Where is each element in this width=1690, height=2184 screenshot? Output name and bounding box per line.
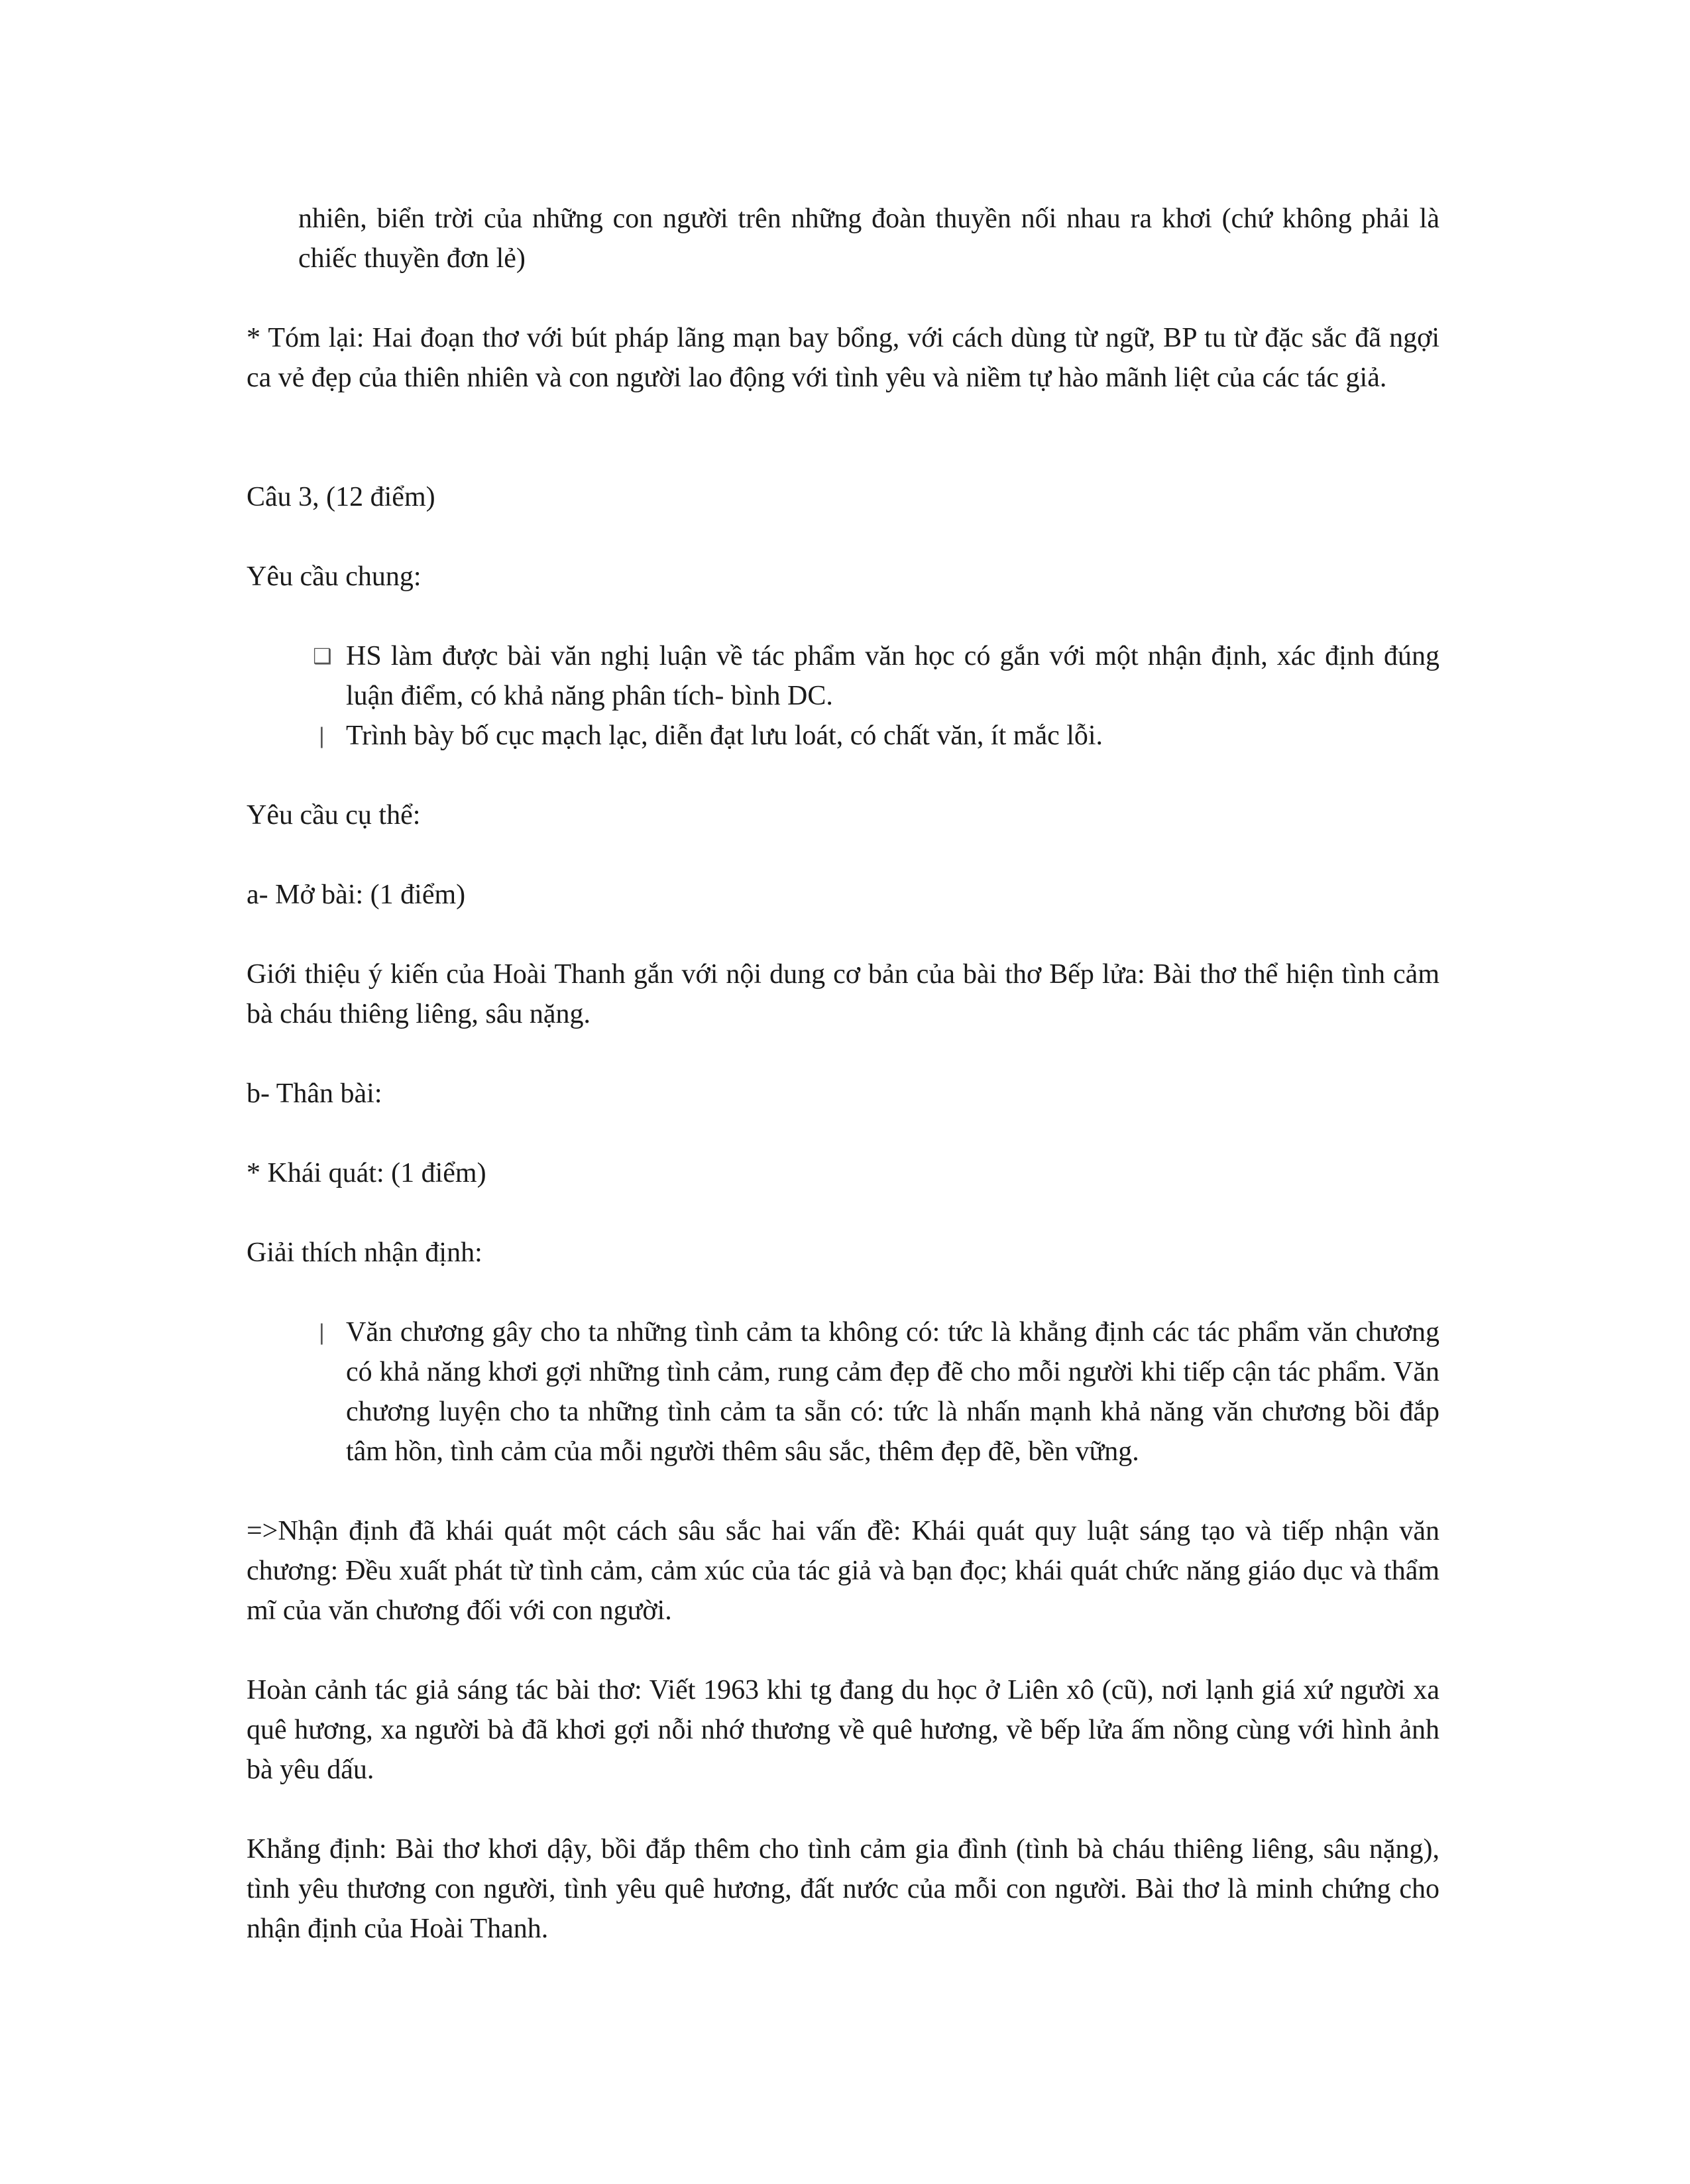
bullet-text: HS làm được bài văn nghị luận về tác phẩm văn học có gắn với một nhận định, xác định đúng luận điểm, có khả năng phân tích- bình DC.	[346, 641, 1439, 711]
paragraph-context: Hoàn cảnh tác giả sáng tác bài thơ: Viết 1963 khi tg đang du học ở Liên xô (cũ), nơi lạnh giá xứ người xa quê hương, xa người bà đã khơi gợi nỗi nhớ thương về quê hương, về bếp lửa ấm nồng cùng với hình ảnh bà yêu dấu.	[247, 1675, 1439, 1785]
paragraph-summary: * Tóm lại: Hai đoạn thơ với bút pháp lãng mạn bay bổng, với cách dùng từ ngữ, BP tu từ đặc sắc đã ngợi ca vẻ đẹp của thiên nhiên và con người lao động với tình yêu và niềm tự hào mãnh liệt của các tác giả.	[247, 323, 1439, 393]
bar-bullet-icon: ❘	[313, 1320, 331, 1345]
paragraph-conclusion-arrow: =>Nhận định đã khái quát một cách sâu sắc hai vấn đề: Khái quát quy luật sáng tạo và tiếp nhận văn chương: Đều xuất phát từ tình cảm, cảm xúc của tác giả và bạn đọc; khái quát chức năng giáo dục và thẩm mĩ của văn chương đối với con người.	[247, 1516, 1439, 1626]
intro-heading: a- Mở bài: (1 điểm)	[247, 880, 466, 910]
paragraph-intro: Giới thiệu ý kiến của Hoài Thanh gắn với nội dung cơ bản của bài thơ Bếp lửa: Bài thơ thể hiện tình cảm bà cháu thiêng liêng, sâu nặng.	[247, 959, 1439, 1029]
bullet-text: Trình bày bố cục mạch lạc, diễn đạt lưu loát, có chất văn, ít mắc lỗi.	[346, 720, 1103, 751]
explanation-heading: Giải thích nhận định:	[247, 1237, 482, 1268]
general-requirements-heading: Yêu cầu chung:	[247, 561, 422, 592]
square-bullet-icon: ❑	[313, 644, 332, 669]
question-heading: Câu 3, (12 điểm)	[247, 482, 435, 512]
specific-requirements-heading: Yêu cầu cụ thể:	[247, 800, 421, 831]
bullet-text: Văn chương gây cho ta những tình cảm ta không có: tức là khẳng định các tác phẩm văn chương có khả năng khơi gợi những tình cảm, rung cảm đẹp đẽ cho mỗi người khi tiếp cận tác phẩm. Văn chương luyện cho ta những tình cảm ta sẵn có: tức là nhấn mạnh khả năng văn chương bồi đắp tâm hồn, tình cảm của mỗi người thêm sâu sắc, thêm đẹp đẽ, bền vững.	[346, 1317, 1439, 1467]
overview-heading: * Khái quát: (1 điểm)	[247, 1158, 486, 1188]
bar-bullet-icon: ❘	[313, 723, 331, 748]
paragraph-affirmation: Khẳng định: Bài thơ khơi dậy, bồi đắp thêm cho tình cảm gia đình (tình bà cháu thiêng liêng, sâu nặng), tình yêu thương con người, tình yêu quê hương, đất nước của mỗi con người. Bài thơ là minh chứng cho nhận định của Hoài Thanh.	[247, 1834, 1439, 1944]
body-heading: b- Thân bài:	[247, 1078, 382, 1109]
paragraph-continuation: nhiên, biển trời của những con người trên những đoàn thuyền nối nhau ra khơi (chứ không phải là chiếc thuyền đơn lẻ)	[298, 203, 1439, 274]
